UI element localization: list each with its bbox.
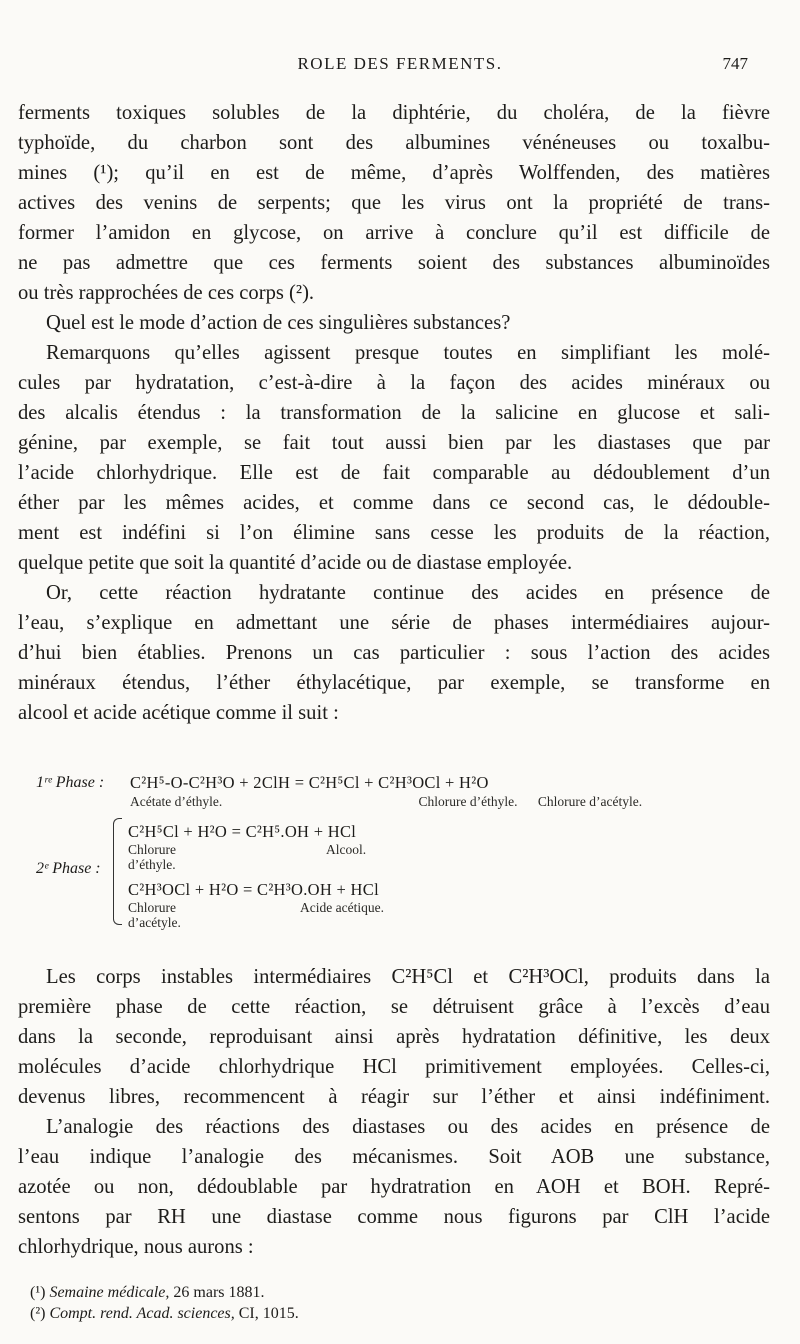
text-line: dans la seconde, reproduisant ainsi après hydratation définitive, les deux: [18, 1026, 770, 1048]
phase2-eq2-note-reactant: Chlorure d’acétyle.: [128, 900, 181, 930]
text-line: molécules d’acide chlorhydrique HCl primitivement employées. Celles-ci,: [18, 1056, 770, 1078]
phase2-eq1-note-product: Alcool.: [326, 842, 367, 857]
phase2-brace: [113, 818, 122, 925]
text-line: chlorhydrique, nous aurons :: [18, 1236, 254, 1258]
text-line: actives des venins de serpents; que les virus ont la propriété de trans-: [18, 192, 770, 214]
phase1-note-product1: Chlorure d’éthyle.: [418, 794, 518, 809]
footnote-detail: 26 mars 1881.: [173, 1284, 265, 1301]
footnote-source: Semaine médicale,: [49, 1284, 170, 1301]
footnote-mark: (¹): [30, 1284, 46, 1301]
phase2-eq1: C²H⁵Cl + H²O = C²H⁵.OH + HCl: [128, 822, 357, 841]
phase1-formula: C²H⁵-O-C²H³O + 2ClH = C²H⁵Cl + C²H³OCl + H²O: [130, 773, 489, 792]
footnote: [30, 1303, 770, 1324]
page-number: 747: [722, 54, 748, 73]
page-header: [0, 52, 800, 80]
text-line: des alcalis étendus : la transformation de la salicine en glucose et sali-: [18, 402, 770, 424]
paragraph-5: [18, 962, 770, 1112]
text-line: ferments toxiques solubles de la diphtérie, du choléra, de la fièvre: [18, 102, 770, 124]
text-line: ou très rapprochées de ces corps (²).: [18, 282, 315, 304]
phase2-eq2: C²H³OCl + H²O = C²H³O.OH + HCl: [128, 880, 379, 899]
phase2-label: 2ᵉ Phase :: [36, 860, 101, 877]
text-line: devenus libres, recommencent à réagir sur l’éther et ainsi indéfiniment.: [18, 1086, 770, 1108]
text-line: d’hui bien établies. Prenons un cas particulier : sous l’action des acides: [18, 642, 770, 664]
text-line: éther par les mêmes acides, et comme dans ce second cas, le dédouble-: [18, 492, 770, 514]
footnote-mark: (²): [30, 1305, 46, 1322]
text-line: cules par hydratation, c’est-à-dire à la façon des acides minéraux ou: [18, 372, 770, 394]
text-line: azotée ou non, dédoublable par hydratration en AOH et BOH. Repré-: [18, 1176, 770, 1198]
footnotes: [30, 1282, 770, 1324]
text-line: l’eau indique l’analogie des mécanismes. Soit AOB une substance,: [18, 1146, 770, 1168]
text-line: génine, par exemple, se fait tout aussi bien par les diastases que par: [18, 432, 770, 454]
text-line: typhoïde, du charbon sont des albumines vénéneuses ou toxalbu-: [18, 132, 770, 154]
text-line: L’analogie des réactions des diastases ou des acides en présence de: [46, 1116, 770, 1138]
paragraph-3: [18, 338, 770, 578]
text-line: alcool et acide acétique comme il suit :: [18, 702, 339, 724]
paragraph-1: [18, 98, 770, 308]
footnote-source: Compt. rend. Acad. sciences,: [49, 1305, 235, 1322]
text-line: Quel est le mode d’action de ces singulières substances?: [46, 312, 511, 334]
text-line: minéraux étendus, l’éther éthylacétique, par exemple, se transforme en: [18, 672, 770, 694]
phase2-eq1-note-reactant: Chlorure d’éthyle.: [128, 842, 176, 872]
text-line: ment est indéfini si l’on élimine sans cesse les produits de la réaction,: [18, 522, 770, 544]
text-line: quelque petite que soit la quantité d’acide ou de diastase employée.: [18, 552, 573, 574]
footnote-detail: CI, 1015.: [238, 1305, 299, 1322]
phase1-label: 1ʳᵉ Phase :: [36, 774, 105, 791]
paragraph-2: [46, 308, 770, 338]
running-title: ROLE DES FERMENTS.: [297, 54, 503, 73]
text-line: ne pas admettre que ces ferments soient des substances albuminoïdes: [18, 252, 770, 274]
text-line: Les corps instables intermédiaires C²H⁵Cl et C²H³OCl, produits dans la: [46, 966, 770, 988]
paragraph-4: [18, 578, 770, 728]
text-line: sentons par RH une diastase comme nous figurons par ClH l’acide: [18, 1206, 770, 1228]
text-line: l’eau, s’explique en admettant une série de phases intermédiaires aujour-: [18, 612, 770, 634]
footnote: [30, 1282, 770, 1303]
text-line: première phase de cette réaction, se détruisent grâce à l’excès d’eau: [18, 996, 770, 1018]
phase1-note-reactant: Acétate d’éthyle.: [130, 794, 223, 809]
reaction-equations: [0, 760, 800, 940]
text-line: Remarquons qu’elles agissent presque toutes en simplifiant les molé-: [46, 342, 770, 364]
text-line: mines (¹); qu’il en est de même, d’après Wolffenden, des matières: [18, 162, 770, 184]
text-line: former l’amidon en glycose, on arrive à conclure qu’il est difficile de: [18, 222, 770, 244]
text-line: Or, cette réaction hydratante continue des acides en présence de: [46, 582, 770, 604]
phase1-note-product2: Chlorure d’acétyle.: [537, 794, 643, 809]
phase2-eq2-note-product: Acide acétique.: [300, 900, 384, 915]
text-line: l’acide chlorhydrique. Elle est de fait comparable au dédoublement d’un: [18, 462, 770, 484]
paragraph-6: [18, 1112, 770, 1262]
